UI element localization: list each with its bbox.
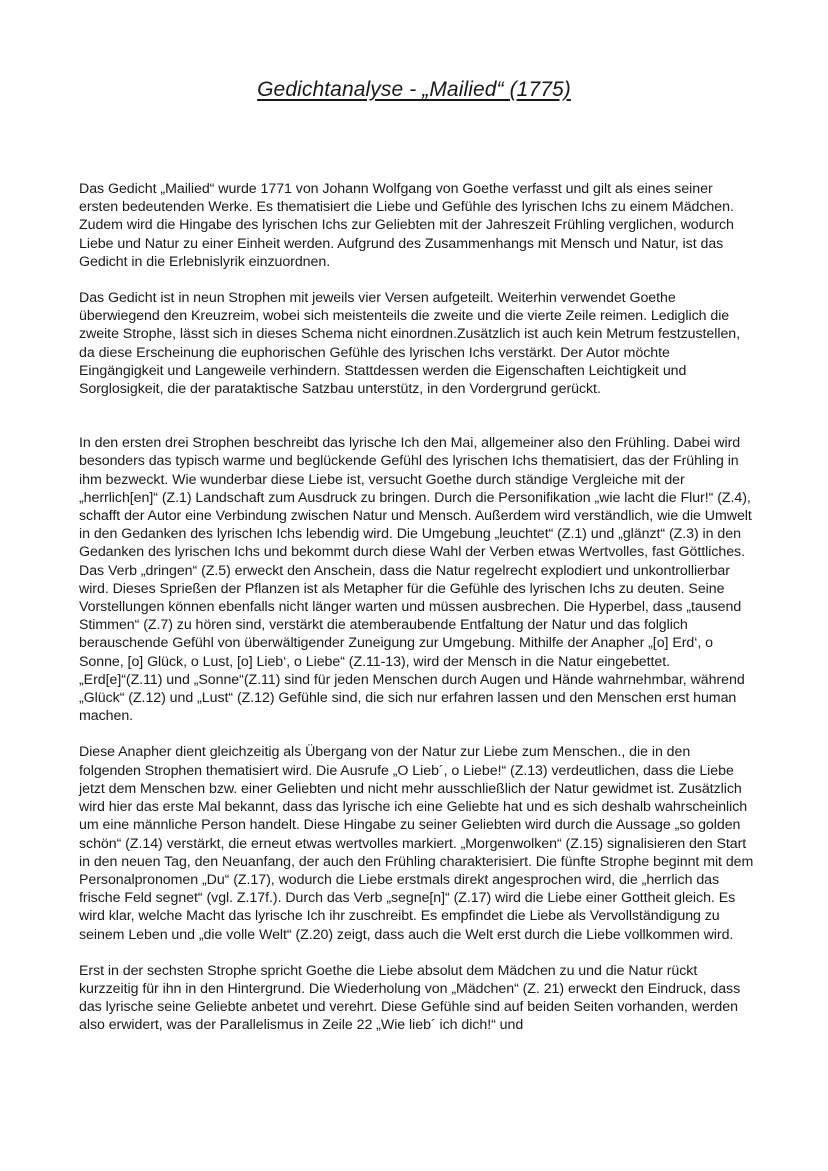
paragraph-form: Das Gedicht ist in neun Strophen mit jeweils vier Versen aufgeteilt. Weiterhin verwendet Goethe überwiegend den Kreuzreim, wobei sich meistenteils die zweite und die vierte Zeile reimen. Lediglich die zweite Strophe, lässt sich in dieses Schema nicht einordnen.Zusätzlich ist auch kein Metrum festzustellen, da diese Erscheinung die euphorischen Gefühle des lyrischen Ichs verstärkt. Der Autor möchte Eingängigkeit und Langeweile verhindern. Stattdessen werden die Eigenschaften Leichtigkeit und Sorglosigkeit, die der parataktische Satzbau unterstütz, in den Vordergrund gerückt.: [79, 290, 741, 398]
paragraph-strophes-4-5: Diese Anapher dient gleichzeitig als Übergang von der Natur zur Liebe zum Menschen., die in den folgenden Strophen thematisiert wird. Die Ausrufe „O Lieb´, o Liebe!“ (Z.13) verdeutlichen, dass die Liebe jetzt dem Menschen bzw. einer Geliebten und nicht mehr ausschließlich der Natur gewidmet ist. Zusätzlich wird hier das erste Mal bekannt, dass das lyrische ich eine Geliebte hat und es sich deshalb wahrscheinlich um eine männliche Person handelt. Diese Hingabe zu seiner Geliebten wird durch die Aussage „so golden schön“ (Z.14) verstärkt, die erneut etwas wertvolles markiert. „Morgenwolken“ (Z.15) signalisieren den Start in den neuen Tag, den Neuanfang, der auch den Frühling charakterisiert. Die fünfte Strophe beginnt mit dem Personalpronomen „Du“ (Z.17), wodurch die Liebe erstmals direkt angesprochen wird, die „herrlich das frische Feld segnet“ (vgl. Z.17f.). Durch das Verb „segne[n]“ (Z.17) wird die Liebe einer Gottheit gleich. Es wird klar, welche Macht das lyrische Ich ihr zuschreibt. Es empfindet die Liebe als Vervollständigung zu seinem Leben und „die volle Welt“ (Z.20) zeigt, dass auch die Welt erst durch die Liebe vollkommen wird.: [79, 744, 754, 943]
paragraph-introduction: Das Gedicht „Mailied“ wurde 1771 von Johann Wolfgang von Goethe verfasst und gilt als eines seiner ersten bedeutenden Werke. Es thematisiert die Liebe und Gefühle des lyrischen Ichs zu einem Mädchen. Zudem wird die Hingabe des lyrischen Ichs zur Geliebten mit der Jahreszeit Frühling verglichen, wodurch Liebe und Natur zu einer Einheit werden. Aufgrund des Zusammenhangs mit Mensch und Natur, ist das Gedicht in die Erlebnislyrik einzuordnen.: [79, 181, 734, 270]
page-title: Gedichtanalyse - „Mailied“ (1775): [257, 78, 571, 101]
paragraph-strophe-6: Erst in der sechsten Strophe spricht Goethe die Liebe absolut dem Mädchen zu und die Natur rückt kurzzeitig für ihn in den Hintergrund. Die Wiederholung von „Mädchen“ (Z. 21) erweckt den Eindruck, dass das lyrische seine Geliebte anbetet und verehrt. Diese Gefühle sind auf beiden Seiten vorhanden, werden also erwidert, was der Parallelismus in Zeile 22 „Wie lieb´ ich dich!“ und: [79, 962, 741, 1034]
paragraph-strophes-1-3: In den ersten drei Strophen beschreibt das lyrische Ich den Mai, allgemeiner also den Frühling. Dabei wird besonders das typisch warme und beglückende Gefühl des lyrischen Ichs thematisiert, das der Frühling in ihm bezweckt. Wie wunderbar diese Liebe ist, versucht Goethe durch ständige Vergleiche mit der „herrlich[en]“ (Z.1) Landschaft zum Ausdruck zu bringen. Durch die Personifikation „wie lacht die Flur!“ (Z.4), schafft der Autor eine Verbindung zwischen Natur und Mensch. Außerdem wird verständlich, wie die Umwelt in den Gedanken des lyrischen Ichs lebendig wird. Die Umgebung „leuchtet“ (Z.1) und „glänzt“ (Z.3) in den Gedanken des lyrischen Ichs und bekommt durch diese Wahl der Verben etwas Wertvolles, fast Göttliches. Das Verb „dringen“ (Z.5) erweckt den Anschein, dass die Natur regelrecht explodiert und unkontrollierbar wird. Dieses Sprießen der Pflanzen ist als Metapher für die Gefühle des lyrischen Ichs zu deuten. Seine Vorstellungen können ebenfalls nicht länger warten und müssen ausbrechen. Die Hyperbel, dass „tausend Stimmen“ (Z.7) zu hören sind, verstärkt die atemberaubende Entfaltung der Natur und das folglich berauschende Gefühl von überwältigender Zuneigung zur Umgebung. Mithilfe der Anapher „[o] Erd‘, o Sonne, [o] Glück, o Lust, [o] Lieb‘, o Liebe“ (Z.11-13), wird der Mensch in die Natur eingebettet. „Erd[e]“(Z.11) und „Sonne“(Z.11) sind für jeden Menschen durch Augen und Hände wahrnehmbar, während „Glück“ (Z.12) und „Lust“ (Z.12) Gefühle sind, die sich nur erfahren lassen und den Menschen erst human machen.: [79, 435, 752, 725]
document-body: [79, 180, 755, 1035]
